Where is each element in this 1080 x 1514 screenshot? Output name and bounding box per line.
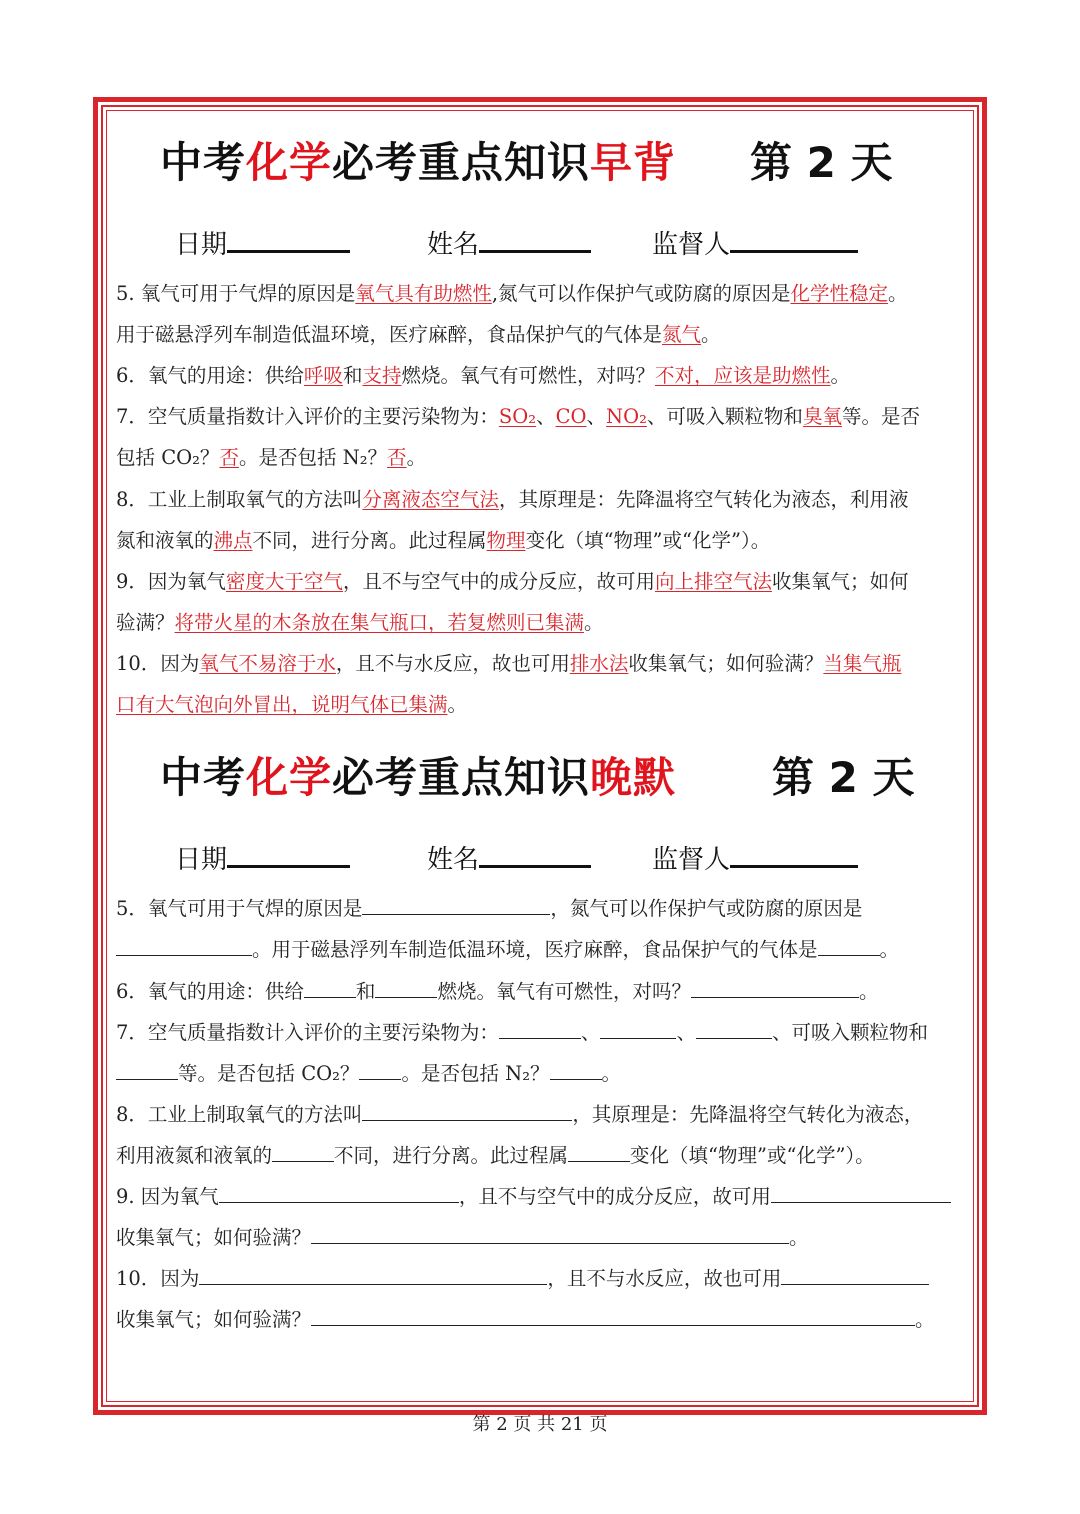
blank-field[interactable] (362, 1102, 572, 1121)
blank-field[interactable] (781, 1266, 929, 1285)
morning-day-label: 第 2 天 (750, 138, 893, 187)
evening-q10-line1: 10．因为 ，且不与水反应，故也可用 (116, 1266, 966, 1292)
evening-q9-line2: 收集氧气；如何验满？ 。 (116, 1226, 809, 1249)
morning-q5-line1: 5. 氧气可用于气焊的原因是氧气具有助燃性,氮气可以作保护气或防腐的原因是化学性稳定。 (116, 282, 908, 305)
morning-q9-line2: 验满？将带火星的木条放在集气瓶口，若复燃则已集满。 (116, 611, 604, 634)
evening-q6: 6．氧气的用途：供给 和 燃烧。氧气有可燃性，对吗？ 。 (116, 980, 879, 1003)
evening-fields (175, 839, 895, 879)
blank-field[interactable] (600, 1020, 676, 1039)
date-field[interactable]: 日期 (175, 224, 350, 261)
morning-q10-line2: 口有大气泡向外冒出，说明气体已集满。 (116, 693, 468, 716)
blank-field[interactable] (691, 979, 859, 998)
evening-q8-line1: 8．工业上制取氧气的方法叫 ，其原理是：先降温将空气转化为液态， (116, 1103, 924, 1126)
blank-field[interactable] (771, 1184, 951, 1203)
morning-q8-line1: 8．工业上制取氧气的方法叫分离液态空气法，其原理是：先降温将空气转化为液态，利用液 (116, 488, 909, 511)
morning-q9-line1: 9．因为氧气密度大于空气，且不与空气中的成分反应，故可用向上排空气法收集氧气；如何 (116, 570, 909, 593)
blank-field[interactable] (550, 1061, 602, 1080)
blank-field[interactable] (568, 1143, 630, 1162)
supervisor-field[interactable]: 监督人 (652, 224, 858, 261)
evening-q7-line2: 等。是否包括 CO₂？ 。是否包括 N₂？ 。 (116, 1061, 966, 1087)
page-footer: 第 2 页 共 21 页 (472, 1414, 608, 1435)
date-field[interactable]: 日期 (175, 839, 350, 876)
evening-day-label: 第 2 天 (772, 753, 915, 802)
blank-field[interactable] (696, 1020, 772, 1039)
blank-field[interactable] (199, 1266, 547, 1285)
blank-field[interactable] (219, 1184, 459, 1203)
evening-q9-line1: 9. 因为氧气 ，且不与空气中的成分反应，故可用 (116, 1184, 966, 1210)
evening-q5-line2: 。用于磁悬浮列车制造低温环境，医疗麻醉，食品保护气的气体是 。 (116, 937, 966, 963)
blank-field[interactable] (499, 1020, 581, 1039)
morning-q10-line1: 10．因为氧气不易溶于水，且不与水反应，故也可用排水法收集氧气；如何验满？当集气瓶 (116, 652, 902, 675)
morning-title: 中考化学必考重点知识早背 (160, 138, 677, 187)
morning-fields (175, 224, 895, 264)
blank-field[interactable] (116, 937, 252, 956)
blank-field[interactable] (818, 937, 880, 956)
morning-q8-line2: 氮和液氧的沸点不同，进行分离。此过程属物理变化（填“物理”或“化学”）。 (116, 529, 771, 552)
blank-field[interactable] (311, 1307, 915, 1326)
blank-field[interactable] (375, 979, 437, 998)
blank-field[interactable] (311, 1225, 789, 1244)
name-field[interactable]: 姓名 (427, 839, 591, 876)
blank-field[interactable] (116, 1061, 178, 1080)
name-field[interactable]: 姓名 (427, 224, 591, 261)
blank-field[interactable] (362, 896, 550, 915)
evening-title: 中考化学必考重点知识晚默 (160, 753, 677, 802)
morning-q7-line2: 包括 CO₂？否。是否包括 N₂？否。 (116, 446, 427, 469)
blank-field[interactable] (304, 979, 356, 998)
supervisor-field[interactable]: 监督人 (652, 839, 858, 876)
blank-field[interactable] (359, 1061, 401, 1080)
evening-q8-line2: 利用液氮和液氧的 不同，进行分离。此过程属 变化（填“物理”或“化学”）。 (116, 1144, 875, 1167)
evening-q10-line2: 收集氧气；如何验满？ 。 (116, 1308, 935, 1331)
morning-q5-line2: 用于磁悬浮列车制造低温环境，医疗麻醉，食品保护气的气体是氮气。 (116, 323, 721, 346)
evening-q7-line1: 7．空气质量指数计入评价的主要污染物为： 、 、 、可吸入颗粒物和 (116, 1021, 928, 1044)
evening-q5-line1: 5．氧气可用于气焊的原因是 ，氮气可以作保护气或防腐的原因是 (116, 897, 863, 920)
morning-q6: 6．氧气的用途：供给呼吸和支持燃烧。氧气有可燃性，对吗？不对，应该是助燃性。 (116, 364, 851, 387)
morning-q7-line1: 7．空气质量指数计入评价的主要污染物为：SO₂、CO、NO₂、可吸入颗粒物和臭氧等。是否 (116, 405, 920, 428)
blank-field[interactable] (272, 1143, 334, 1162)
